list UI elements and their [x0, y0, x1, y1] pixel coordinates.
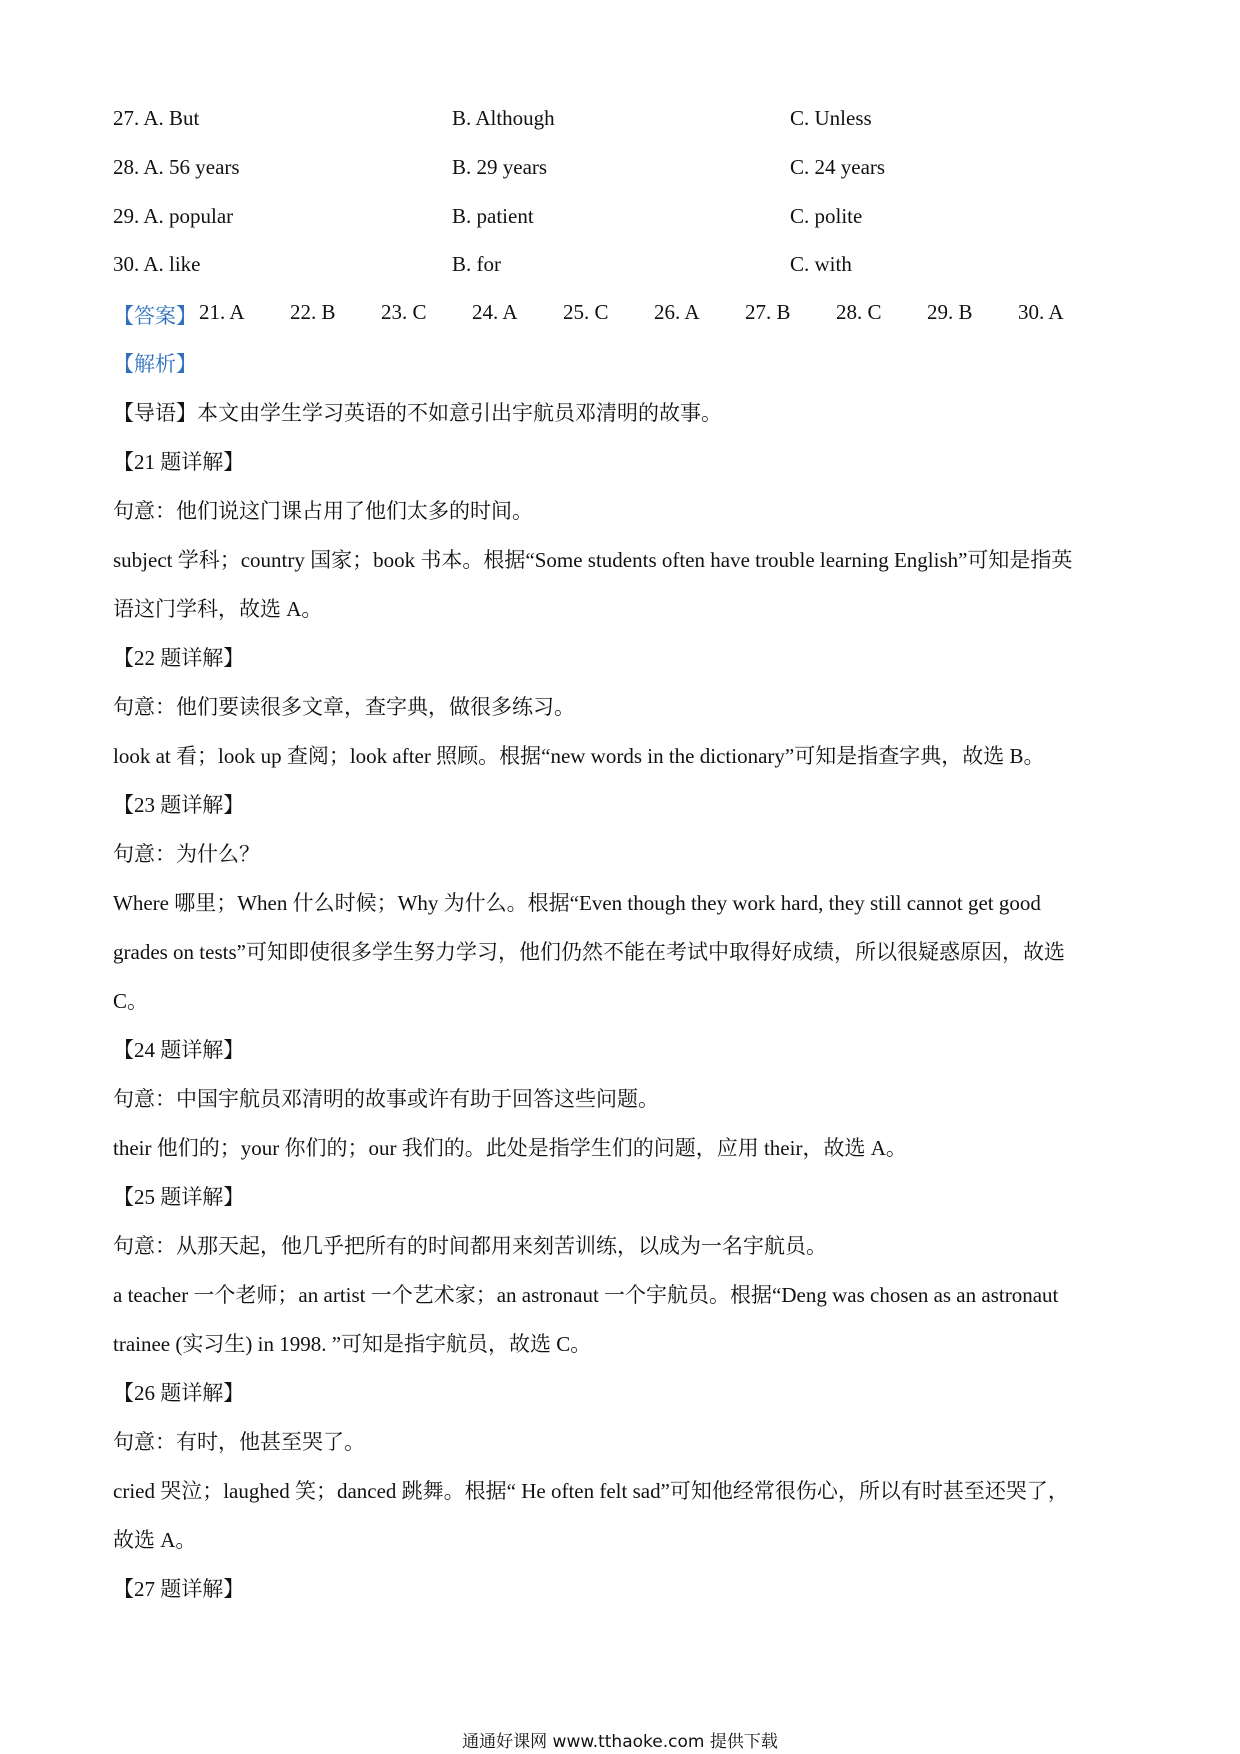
section-heading: 【27 题详解】 — [113, 1577, 245, 1601]
section-heading: 【23 题详解】 — [113, 793, 245, 817]
page-footer: 通通好课网 www.tthaoke.com 提供下载 — [462, 1732, 778, 1752]
option-a: 27. A. But — [113, 106, 200, 130]
option-b: B. Although — [452, 106, 555, 130]
answer-item: 26. A — [654, 300, 700, 324]
option-c: C. polite — [790, 204, 863, 228]
option-row-27 — [113, 106, 1143, 136]
paragraph-line: 句意：中国宇航员邓清明的故事或许有助于回答这些问题。 — [113, 1087, 659, 1111]
section-heading: 【21 题详解】 — [113, 450, 245, 474]
paragraph-line: trainee (实习生) in 1998. ”可知是指宇航员，故选 C。 — [113, 1332, 592, 1356]
option-a: 30. A. like — [113, 252, 201, 276]
answer-label: 【答案】 — [113, 304, 197, 328]
option-a: 29. A. popular — [113, 204, 234, 228]
option-row-29 — [113, 204, 1143, 234]
answer-item: 24. A — [472, 300, 518, 324]
paragraph-line: 句意：他们说这门课占用了他们太多的时间。 — [113, 499, 533, 523]
paragraph-line: 句意：他们要读很多文章，查字典，做很多练习。 — [113, 695, 575, 719]
answer-item: 22. B — [290, 300, 336, 324]
paragraph-line: 句意：为什么？ — [113, 842, 260, 866]
option-b: B. 29 years — [452, 155, 548, 179]
section-heading: 【24 题详解】 — [113, 1038, 245, 1062]
option-c: C. 24 years — [790, 155, 886, 179]
option-row-28 — [113, 155, 1143, 185]
answer-item: 29. B — [927, 300, 973, 324]
answer-item: 21. A — [199, 300, 245, 324]
section-heading: 【26 题详解】 — [113, 1381, 245, 1405]
paragraph-line: their 他们的；your 你们的；our 我们的。此处是指学生们的问题，应用 their，故选 A。 — [113, 1136, 907, 1160]
paragraph-line: 故选 A。 — [113, 1528, 197, 1552]
answer-item: 25. C — [563, 300, 609, 324]
paragraph-line: C。 — [113, 989, 149, 1013]
paragraph-line: Where 哪里；When 什么时候；Why 为什么。根据“Even though they work hard, they still cannot get good — [113, 891, 1041, 915]
answer-item: 28. C — [836, 300, 882, 324]
paragraph-line: grades on tests”可知即使很多学生努力学习，他们仍然不能在考试中取得好成绩，所以很疑惑原因，故选 — [113, 940, 1065, 964]
section-heading: 【22 题详解】 — [113, 646, 245, 670]
intro-line: 【导语】本文由学生学习英语的不如意引出宇航员邓清明的故事。 — [113, 401, 722, 425]
paragraph-line: 句意：从那天起，他几乎把所有的时间都用来刻苦训练，以成为一名宇航员。 — [113, 1234, 827, 1258]
paragraph-line: a teacher 一个老师；an artist 一个艺术家；an astronaut 一个宇航员。根据“Deng was chosen as an astronaut — [113, 1283, 1059, 1307]
paragraph-line: look at 看；look up 查阅；look after 照顾。根据“new words in the dictionary”可知是指查字典，故选 B。 — [113, 744, 1045, 768]
analysis-label: 【解析】 — [113, 352, 197, 376]
paragraph-line: 语这门学科，故选 A。 — [113, 597, 323, 621]
paragraph-line: subject 学科；country 国家；book 书本。根据“Some students often have trouble learning English”可知是指英 — [113, 548, 1073, 572]
paragraph-line: 句意：有时，他甚至哭了。 — [113, 1430, 365, 1454]
answer-item: 27. B — [745, 300, 791, 324]
option-b: B. patient — [452, 204, 534, 228]
section-heading: 【25 题详解】 — [113, 1185, 245, 1209]
paragraph-line: cried 哭泣；laughed 笑；danced 跳舞。根据“ He often felt sad”可知他经常很伤心，所以有时甚至还哭了， — [113, 1479, 1069, 1503]
option-a: 28. A. 56 years — [113, 155, 240, 179]
answer-item: 23. C — [381, 300, 427, 324]
option-b: B. for — [452, 252, 501, 276]
option-c: C. Unless — [790, 106, 872, 130]
answer-item: 30. A — [1018, 300, 1064, 324]
option-row-30 — [113, 252, 1143, 282]
option-c: C. with — [790, 252, 852, 276]
